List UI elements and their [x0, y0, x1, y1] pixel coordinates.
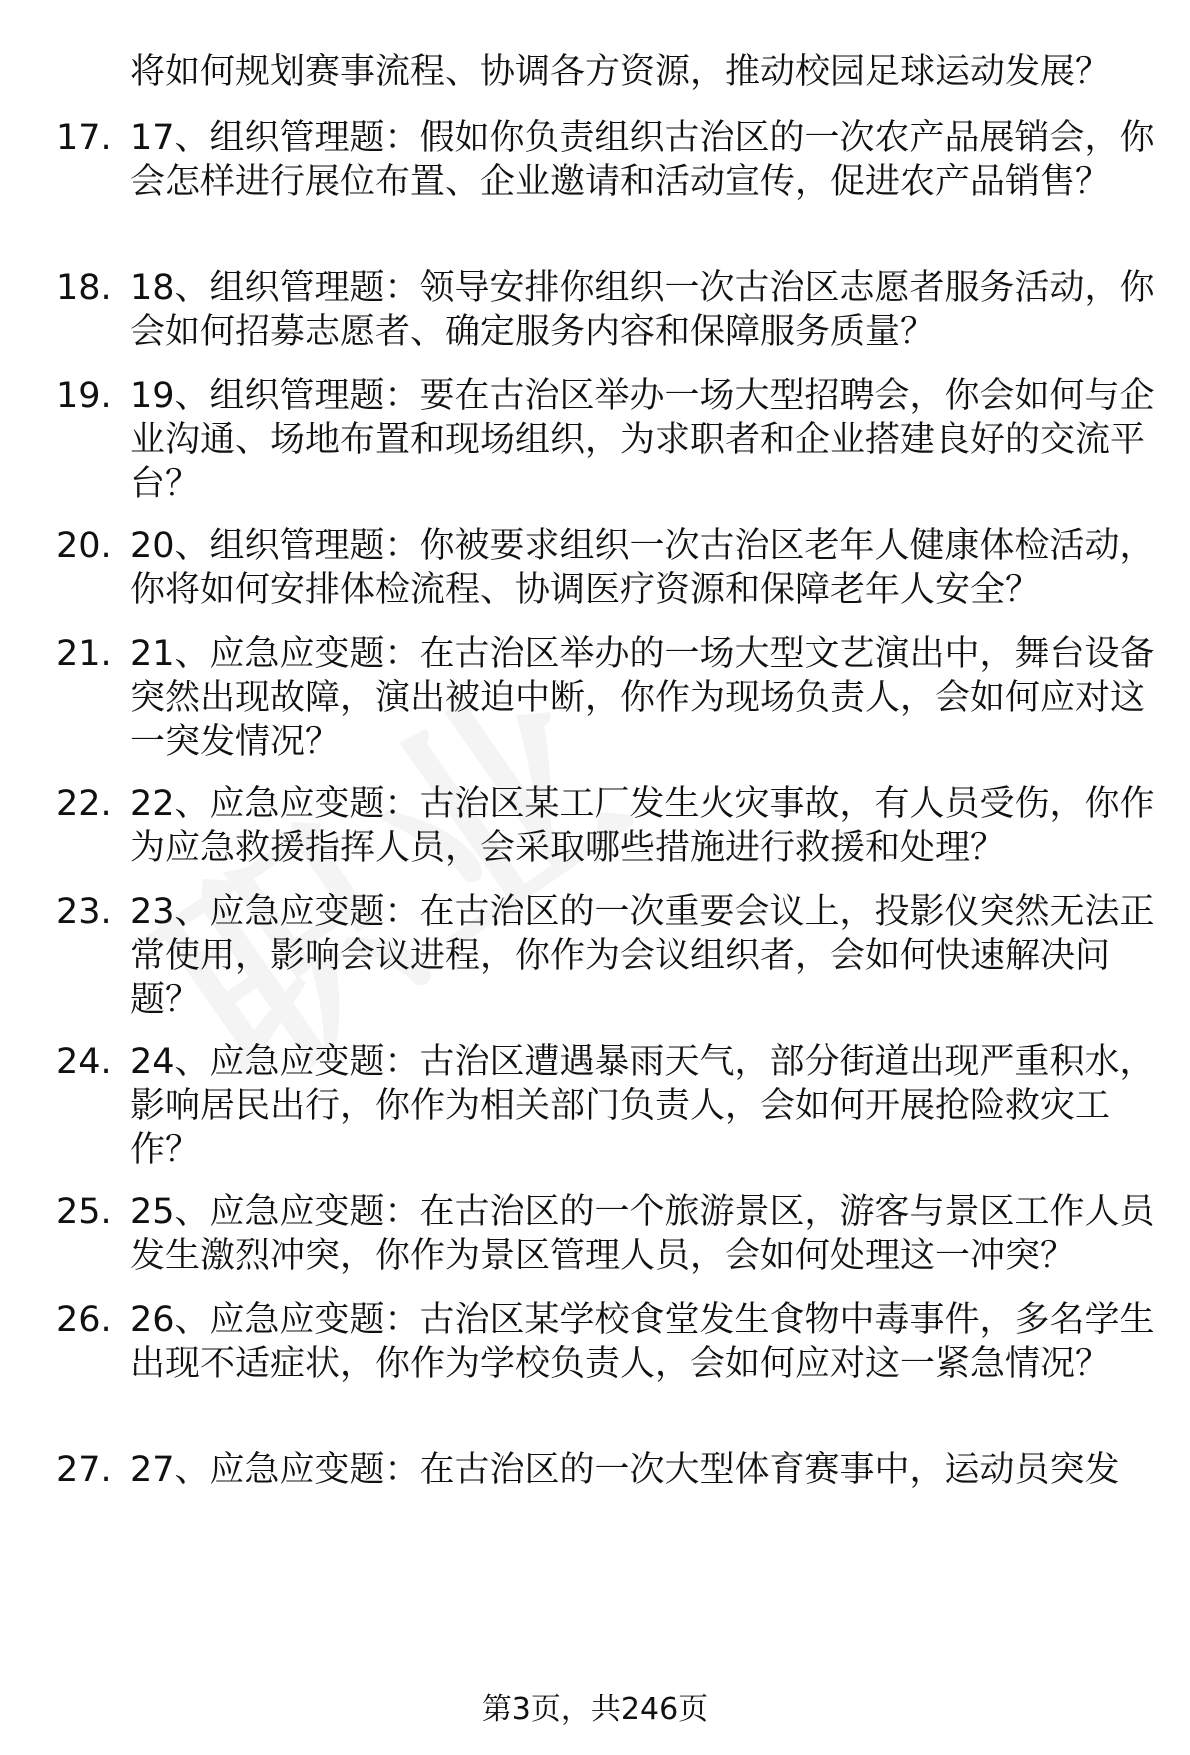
question-text: 18、组织管理题：领导安排你组织一次古治区志愿者服务活动，你会如何招募志愿者、确定服务内容和保障服务质量？	[130, 268, 1155, 352]
question-number: 22.	[56, 784, 112, 824]
question-text: 24、应急应变题：古治区遭遇暴雨天气，部分街道出现严重积水，影响居民出行，你作为相关部门负责人，会如何开展抢险救灾工作？	[130, 1042, 1155, 1170]
page-number-footer: 第3页，共246页	[481, 1692, 709, 1727]
question-number: 21.	[56, 634, 112, 674]
question-number: 25.	[56, 1192, 112, 1232]
question-number: 18.	[56, 268, 112, 308]
question-text: 25、应急应变题：在古治区的一个旅游景区，游客与景区工作人员发生激烈冲突，你作为景区管理人员，会如何处理这一冲突？	[130, 1192, 1155, 1276]
question-number: 24.	[56, 1042, 112, 1082]
question-text: 27、应急应变题：在古治区的一次大型体育赛事中，运动员突发	[130, 1450, 1120, 1490]
question-number: 27.	[56, 1450, 112, 1490]
question-text: 21、应急应变题：在古治区举办的一场大型文艺演出中，舞台设备突然出现故障，演出被迫中断，你作为现场负责人，会如何应对这一突发情况？	[130, 634, 1155, 762]
question-text: 17、组织管理题：假如你负责组织古治区的一次农产品展销会，你会怎样进行展位布置、企业邀请和活动宣传，促进农产品销售？	[130, 118, 1155, 202]
question-number: 20.	[56, 526, 112, 566]
question-text: 19、组织管理题：要在古治区举办一场大型招聘会，你会如何与企业沟通、场地布置和现场组织，为求职者和企业搭建良好的交流平台？	[130, 376, 1155, 504]
question-text: 23、应急应变题：在古治区的一次重要会议上，投影仪突然无法正常使用，影响会议进程，你作为会议组织者，会如何快速解决问题？	[130, 892, 1155, 1020]
question-number: 17.	[56, 118, 112, 158]
question-text: 22、应急应变题：古治区某工厂发生火灾事故，有人员受伤，你作为应急救援指挥人员，会采取哪些措施进行救援和处理？	[130, 784, 1155, 868]
question-number: 26.	[56, 1300, 112, 1340]
question-number: 19.	[56, 376, 112, 416]
continued-question-text: 将如何规划赛事流程、协调各方资源，推动校园足球运动发展？	[130, 52, 1111, 92]
question-text: 20、组织管理题：你被要求组织一次古治区老年人健康体检活动，你将如何安排体检流程、协调医疗资源和保障老年人安全？	[130, 526, 1155, 610]
question-text: 26、应急应变题：古治区某学校食堂发生食物中毒事件，多名学生出现不适症状，你作为学校负责人，会如何应对这一紧急情况？	[130, 1300, 1155, 1384]
question-number: 23.	[56, 892, 112, 932]
